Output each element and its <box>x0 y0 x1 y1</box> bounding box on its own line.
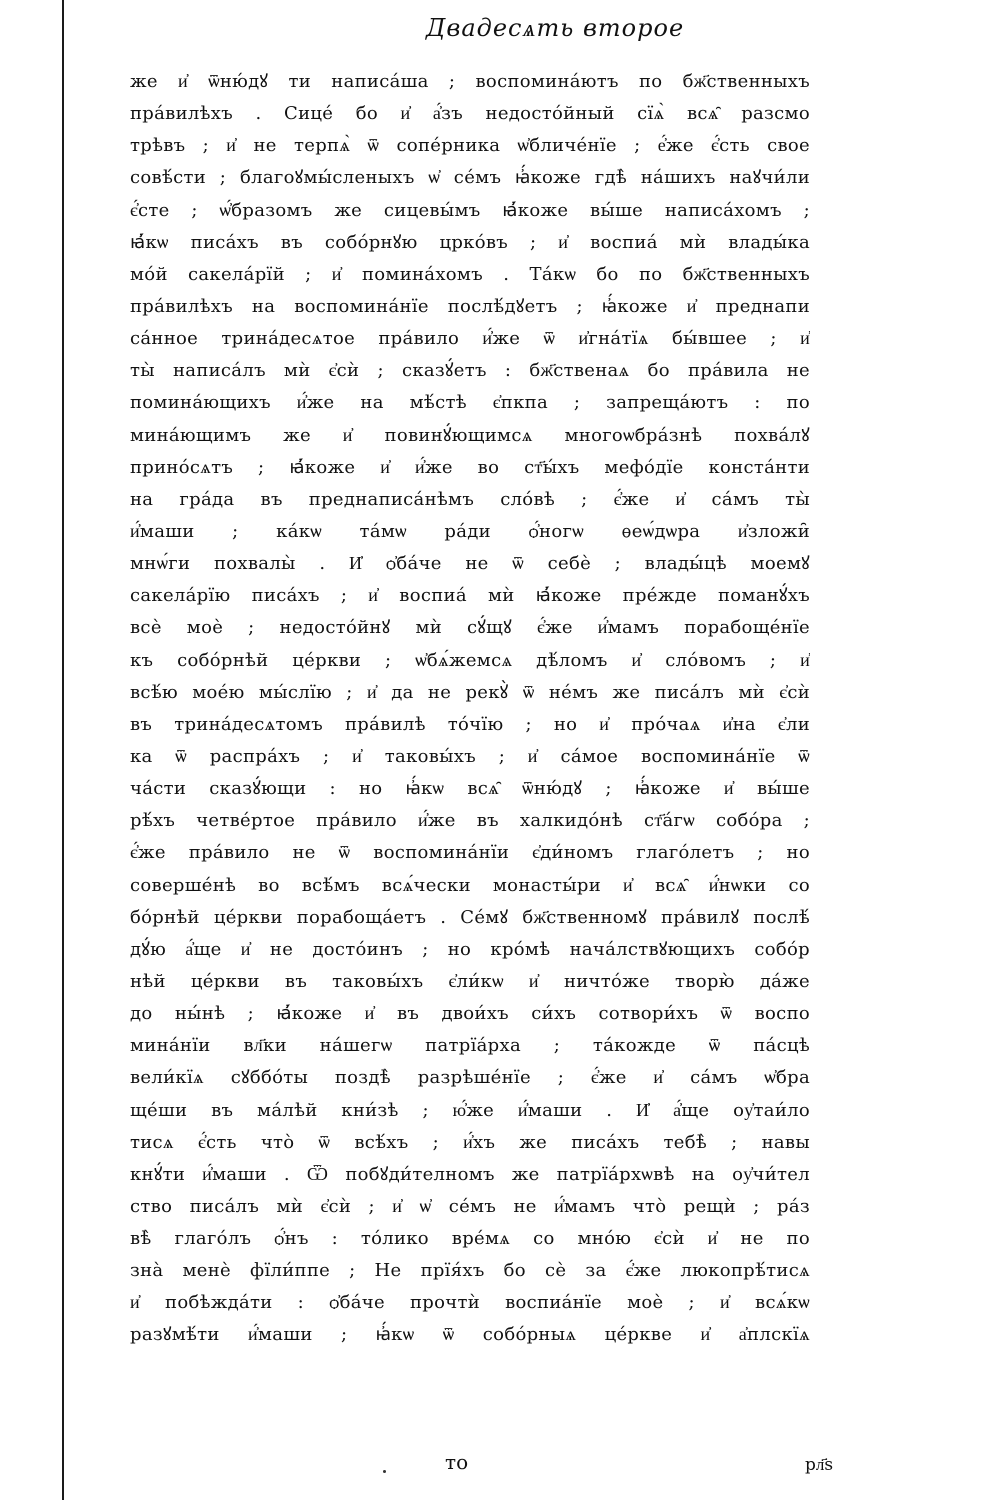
running-title: Двадесѧть второе <box>425 14 685 42</box>
text-line: є҆́же пра́вило не ѿ воспомина́нїи є҆ди́номъ глаго́летъ ; но <box>130 842 810 864</box>
text-line: всѐ моѐ ; недосто́йнꙋ мѝ сꙋ́щꙋ є҆́же и҆́мамъ порабоще́нїе <box>130 617 810 639</box>
text-line: нѣй це́ркви въ таковы́хъ є҆ли́кѡ и҆ ничто́же творю̀ да́же <box>130 970 810 992</box>
text-line: разꙋмѣ́ти и҆́маши ; ꙗ҆́кѡ ѿ собо́рныѧ це́ркве и҆ а҆плскїѧ <box>130 1324 810 1346</box>
page-header <box>0 14 1000 43</box>
text-line: совѣ́сти ; благоꙋмы́сленыхъ ѡ҆ се́мъ ꙗ҆́коже гдѣ̀ на́шихъ наꙋчи́ли <box>130 167 810 189</box>
text-line: мина́ющимъ же и҆ повинꙋ́ющимсѧ многоѡбра́знѣ похва́лꙋ <box>130 424 810 446</box>
text-line: пра́вилѣхъ . Сице́ бо и҆ а҆́зъ недосто́йный сїѧ̀ всѧ̑ разсмо <box>130 103 810 125</box>
text-line: на гра́да въ преднаписа́нѣмъ сло́вѣ ; є҆́же и҆ са́мъ ты̀ <box>130 488 810 510</box>
ink-speck <box>383 1470 386 1473</box>
text-line: въ трина́десѧтомъ пра́вилѣ то́чїю ; но и҆ про́чаѧ и҆на є҆ли <box>130 713 810 735</box>
text-line: вели́кїѧ сꙋббо́ты поздѣ̀ разрѣше́нїе ; є҆́же и҆ са́мъ ѡ҆бра <box>130 1067 810 1089</box>
text-line: мо́й сакела́рїй ; и҆ помина́хомъ . Та́кѡ бо по бж҃ственныхъ <box>130 263 810 285</box>
text-line: са́нное трина́десѧтое пра́вило и҆́же ѿ и҆гна́тїѧ бы́вшее ; и҆ <box>130 328 810 350</box>
text-line: соверше́нѣ во всѣ́мъ всѧ́чески монасты́ри и҆ всѧ̑ и҆́нѡки со <box>130 874 810 896</box>
text-line: и҆ побѣжда́ти : ѻ҆ба́че прочтѝ воспиа́нїе моѐ ; и҆ всѧ́кѡ <box>130 1292 810 1314</box>
text-line: ча́сти сказꙋ́ющи : но ꙗ҆́кѡ всѧ̑ ѿню́дꙋ ; ꙗ҆́коже и҆ вы́ше <box>130 778 810 800</box>
folio-number: рл҃ѕ <box>805 1455 834 1475</box>
text-line: сакела́рїю писа́хъ ; и҆ воспиа́ мѝ ꙗ҆́коже пре́жде поманꙋ́хъ <box>130 585 810 607</box>
text-line: кнꙋ́ти и҆́маши . Ѿ побꙋди́телномъ же патрїа́рхѡвѣ на оу҆чи́тел <box>130 1163 810 1185</box>
margin-rule <box>62 0 64 1500</box>
text-line: и҆́маши ; ка́кѡ та́мѡ ра́ди ѻ҆́ногѡ ѳеѡ́дѡра и҆зложи̑ <box>130 520 810 542</box>
signature-mark: то <box>445 1450 469 1474</box>
text-line: мнѡ́ги похвалы̀ . И҆ ѻ҆ба́че не ѿ себѐ ; влады́цѣ моемꙋ <box>130 553 810 575</box>
body-text <box>130 66 810 1352</box>
text-line: трѣвъ ; и҆ не терпѧ̀ ѿ сопе́рника ѡ҆бличе́нїе ; е҆́же є҆́сть свое <box>130 135 810 157</box>
text-line: пра́вилѣхъ на воспомина́нїе послѣ́дꙋетъ ; ꙗ҆́коже и҆ преднапи <box>130 295 810 317</box>
text-line: вѣ̀ глаго́лъ ѻ҆́нъ : то́лико вре́мѧ со мно́ю є҆сѝ и҆ не по <box>130 1228 810 1250</box>
text-line: прино́сѧтъ ; ꙗ҆́коже и҆ и҆́же во ст҃ы́хъ мефо́дїе конста́нти <box>130 456 810 478</box>
text-line: є҆́сте ; ѡ҆́бразомъ же сицевы́мъ ꙗ҆́коже вы́ше написа́хомъ ; <box>130 199 810 221</box>
text-line: до ны́нѣ ; ꙗ҆́коже и҆ въ двои́хъ си́хъ сотвори́хъ ѿ воспо <box>130 1003 810 1025</box>
text-line: всѣ́ю мое́ю мы́слїю ; и҆ да не рекꙋ̀ ѿ не́мъ же писа́лъ мѝ є҆сѝ <box>130 681 810 703</box>
text-line: тисѧ є҆́сть что̀ ѿ всѣ́хъ ; и҆́хъ же писа́хъ тебѣ̀ ; навы <box>130 1131 810 1153</box>
text-line: ꙗ҆́кѡ писа́хъ въ собо́рнꙋю црко́въ ; и҆ воспиа́ мѝ влады́ка <box>130 231 810 253</box>
text-line: мина́нїи вл҃ки на́шегѡ патрїа́рха ; та́кожде ѿ па́сцѣ <box>130 1035 810 1057</box>
text-line: къ собо́рнѣй це́ркви ; ѡ҆бѧ́жемсѧ дѣ́ломъ и҆ сло́вомъ ; и҆ <box>130 649 810 671</box>
text-line: помина́ющихъ и҆́же на мѣ́стѣ є҆пкпа ; запреща́ютъ : по <box>130 392 810 414</box>
text-line: ство писа́лъ мѝ є҆сѝ ; и҆ ѡ҆ се́мъ не и҆́мамъ что̀ рещѝ ; ра́з <box>130 1195 810 1217</box>
text-line: рѣ́хъ четве́ртое пра́вило и҆́же въ халкидо́нѣ ст҃а́гѡ собо́ра ; <box>130 810 810 832</box>
text-line: ты̀ написа́лъ мѝ є҆сѝ ; сказꙋ́етъ : бж҃ственаѧ бо пра́вила не <box>130 360 810 382</box>
text-line: же и҆ ѿню́дꙋ ти написа́ша ; воспомина́ютъ по бж҃ственныхъ <box>130 71 810 92</box>
text-line: ще́ши въ ма́лѣй кни́зѣ ; ю҆́же и҆́маши . И҆ а҆́ще оу҆таи́ло <box>130 1099 810 1121</box>
text-line: бо́рнѣй це́ркви порабоща́етъ . Се́мꙋ бж҃ственномꙋ пра́вилꙋ послѣ́ <box>130 906 810 928</box>
text-line: зна̀ менѐ фїли́ппе ; Не прїя́хъ бо сѐ за є҆́же люкопрѣ́тисѧ <box>130 1260 810 1282</box>
text-line: дꙋ́ю а҆́ще и҆ не досто́инъ ; но кро́мѣ нача́лствꙋющихъ собо́р <box>130 938 810 960</box>
text-line: ка ѿ распра́хъ ; и҆ таковы́хъ ; и҆ са́мое воспомина́нїе ѿ <box>130 745 810 767</box>
